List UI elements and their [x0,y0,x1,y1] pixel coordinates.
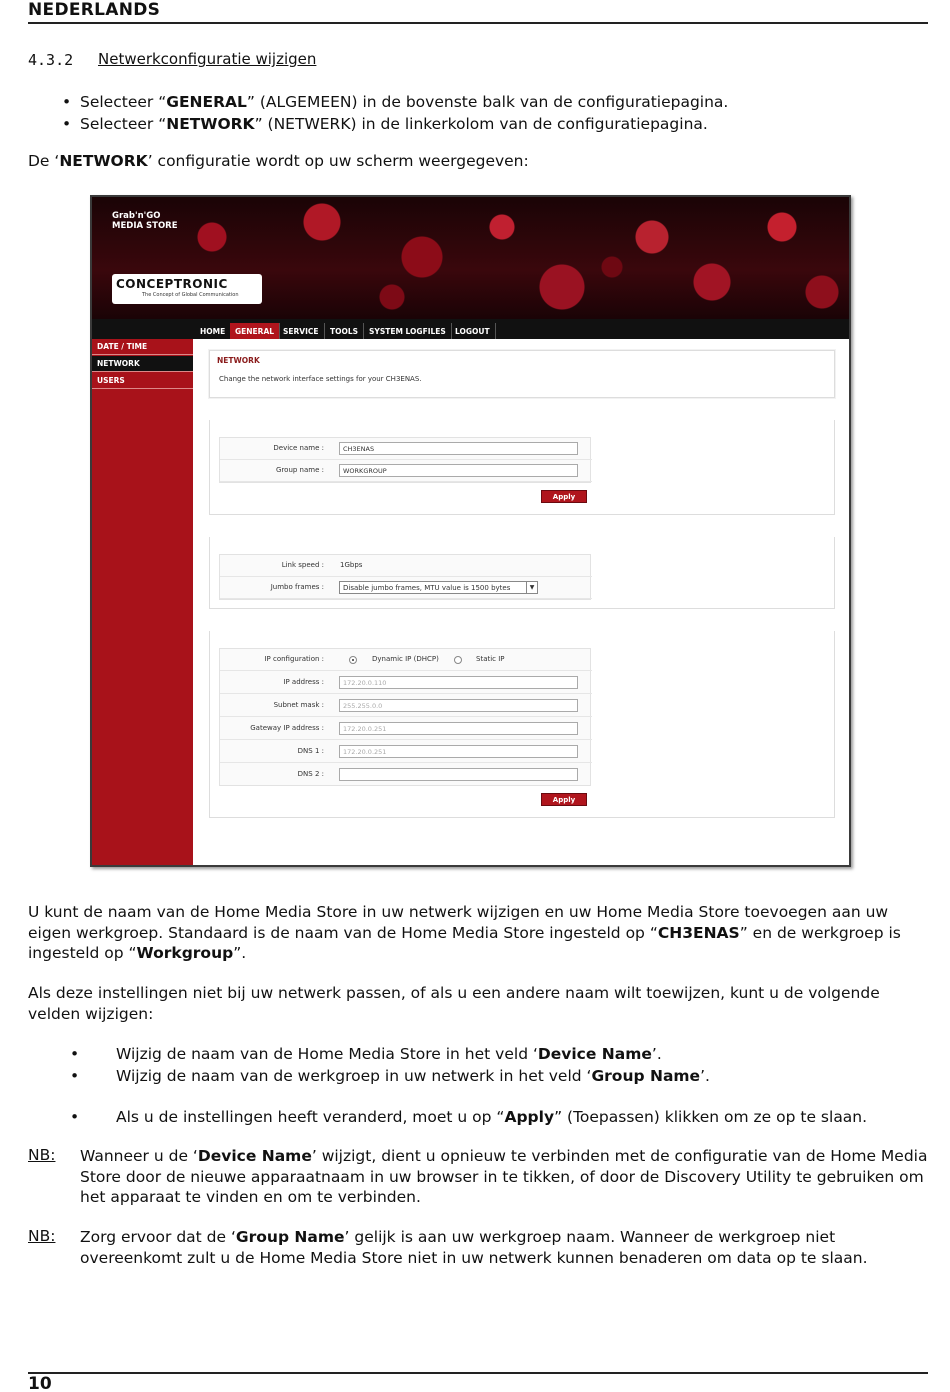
footer-rule [28,1372,928,1374]
step-item: • Selecteer “NETWORK” (NETWERK) in de linkerkolom van de configuratiepagina. [62,113,728,135]
banner [92,197,849,319]
subnet-mask-label: Subnet mask : [273,701,324,709]
section-number: 4.3.2 [28,51,74,69]
ip-address-row [220,672,592,694]
header-rule [28,22,928,24]
network-panel-description: Change the network interface settings for your CH3ENAS. [219,375,422,383]
apply-list [70,1106,867,1128]
sidebar-item-date-time[interactable]: DATE / TIME [92,339,193,355]
config-screenshot [90,195,851,867]
host-settings-panel [209,420,835,515]
dns2-input[interactable] [339,768,578,781]
chevron-down-icon: ▼ [526,582,537,593]
group-name-label: Group name : [276,466,324,474]
group-name-input[interactable]: WORKGROUP [339,464,578,477]
jumbo-frames-row [220,577,592,599]
sidebar-item-network[interactable]: NETWORK [92,356,193,372]
field-list [70,1043,710,1087]
dhcp-radio[interactable] [349,656,357,664]
device-name-label: Device name : [273,444,324,452]
ip-config-row [220,649,592,671]
list-item: • Als u de instellingen heeft veranderd, moet u op “Apply” (Toepassen) klikken om ze op te slaan. [70,1106,867,1128]
link-speed-value: 1Gbps [340,561,363,569]
step-item: • Selecteer “GENERAL” (ALGEMEEN) in de bovenste balk van de configuratiepagina. [62,91,728,113]
gateway-row [220,718,592,740]
nav-general[interactable]: GENERAL [230,323,280,339]
nav-system-logfiles[interactable]: SYSTEM LOGFILES [364,323,452,339]
ip-address-label: IP address : [283,678,324,686]
nb-label: NB: [28,1227,56,1245]
host-form [219,437,591,483]
ip-form [219,648,591,786]
paragraph-change-fields: Als deze instellingen niet bij uw netwerk passen, of als u een andere naam wilt toewijzen, kunt u de volgende velden wijzigen: [28,984,880,1023]
device-name-input[interactable]: CH3ENAS [339,442,578,455]
brand-logo: Grab'n'GO MEDIA STORE [112,211,178,231]
nb-label: NB: [28,1146,56,1164]
ip-settings-panel [209,631,835,818]
dns2-row [220,764,592,786]
paragraph-default-names: U kunt de naam van de Home Media Store in uw netwerk wijzigen en uw Home Media Store toevoegen aan uw eigen werkgroep. Standaard is de naam van de Home Media Store ingesteld op “CH3ENAS” en de werkgroep is ingesteld op “Workgroup”. [28,903,901,962]
link-speed-label: Link speed : [281,561,324,569]
subnet-mask-input[interactable]: 255.255.0.0 [339,699,578,712]
host-apply-button[interactable]: Apply [541,490,587,503]
nav-home[interactable]: HOME [195,323,231,339]
nav-service[interactable]: SERVICE [278,323,325,339]
group-name-row [220,460,592,482]
interface-form [219,554,591,600]
interface-settings-panel [209,537,835,609]
section-title: Netwerkconfiguratie wijzigen [98,50,317,68]
ip-apply-button[interactable]: Apply [541,793,587,806]
list-item: • Wijzig de naam van de Home Media Store in het veld ‘Device Name’. [70,1043,710,1065]
ip-address-input[interactable]: 172.20.0.110 [339,676,578,689]
nav-tools[interactable]: TOOLS [325,323,364,339]
page-number: 10 [28,1374,52,1392]
dns1-input[interactable]: 172.20.0.251 [339,745,578,758]
jumbo-frames-label: Jumbo frames : [270,583,324,591]
nb-note-group-name: Zorg ervoor dat de ‘Group Name’ gelijk is aan uw werkgroep naam. Wanneer de werkgroep niet overeenkomt zult u de Home Media Store niet in uw netwerk kunnen benaderen om data op te slaan. [80,1228,868,1267]
conceptronic-logo: CONCEPTRONIC The Concept of Global Communication [112,274,262,304]
jumbo-frames-select[interactable]: Disable jumbo frames, MTU value is 1500 bytes ▼ [339,581,538,594]
gateway-label: Gateway IP address : [250,724,324,732]
link-speed-row [220,555,592,577]
nav-logout[interactable]: LOGOUT [450,323,496,339]
device-name-row [220,438,592,460]
steps-list [62,91,728,135]
intro-text: De ‘NETWORK’ configuratie wordt op uw scherm weergegeven: [28,152,529,170]
sidebar [92,339,193,867]
network-panel-title: NETWORK [217,356,260,365]
sidebar-item-users[interactable]: USERS [92,373,193,389]
dns1-label: DNS 1 : [297,747,324,755]
nb-note-device-name: Wanneer u de ‘Device Name’ wijzigt, dient u opnieuw te verbinden met de configuratie van de Home Media Store door de nieuwe apparaatnaam in uw browser in te tikken, of door de Discovery Utility te gebruiken om het apparaat te vinden en om te verbinden. [80,1147,928,1206]
static-ip-radio[interactable] [454,656,462,664]
dhcp-label: Dynamic IP (DHCP) [372,655,439,663]
page-header-language: NEDERLANDS [28,0,161,20]
gateway-input[interactable]: 172.20.0.251 [339,722,578,735]
subnet-mask-row [220,695,592,717]
dns1-row [220,741,592,763]
dns2-label: DNS 2 : [297,770,324,778]
top-nav [92,319,849,339]
network-panel [209,350,835,398]
list-item: • Wijzig de naam van de werkgroep in uw netwerk in het veld ‘Group Name’. [70,1065,710,1087]
ip-config-label: IP configuration : [264,655,324,663]
static-ip-label: Static IP [476,655,505,663]
